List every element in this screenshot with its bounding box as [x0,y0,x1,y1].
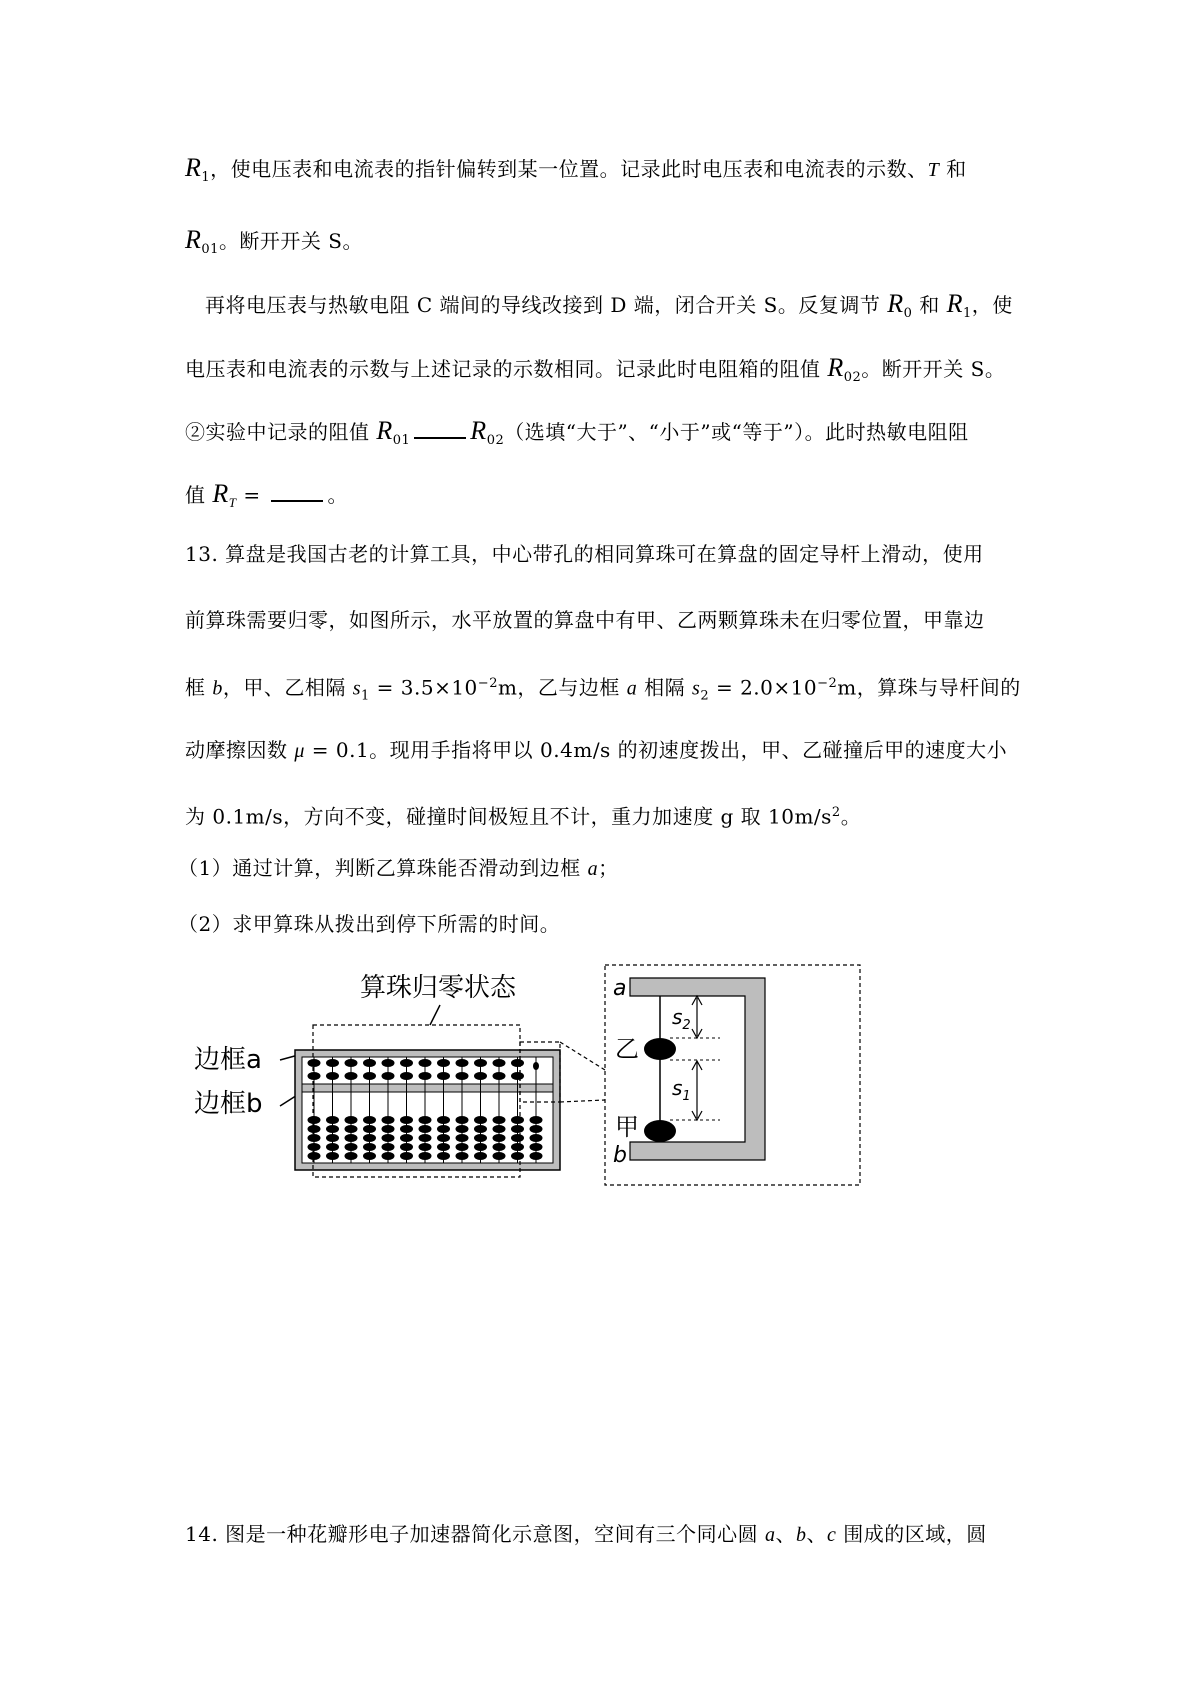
abacus-bead [308,1143,321,1151]
abacus-bead [363,1125,376,1133]
abacus-bead [308,1125,321,1133]
abacus-bead [363,1143,376,1151]
abacus-bead [437,1125,450,1133]
abacus-bead [493,1059,506,1067]
abacus-bead [363,1152,376,1160]
abacus-bead [308,1152,321,1160]
question-13-line-4: 动摩擦因数 μ = 0.1。现用手指将甲以 0.4m/s 的初速度拨出，甲、乙碰撞后甲的速度大小 [185,738,1008,762]
abacus-bead [400,1059,413,1067]
abacus-bead [363,1116,376,1124]
abacus-bead [493,1116,506,1124]
abacus-bead [326,1152,339,1160]
abacus-bead [419,1059,432,1067]
zoom-label-a: a [613,976,627,1001]
abacus-bead [456,1134,469,1142]
question-13-part-2: （2）求甲算珠从拨出到停下所需的时间。 [178,912,561,936]
abacus-bead [345,1143,358,1151]
abacus-bead [382,1116,395,1124]
abacus-bead [493,1125,506,1133]
frame-b-label: 边框b [194,1089,263,1119]
abacus-bead [382,1134,395,1142]
abacus-bead [493,1134,506,1142]
abacus-bead [382,1152,395,1160]
abacus-bead [437,1116,450,1124]
abacus-bead [456,1059,469,1067]
frame-a-label: 边框a [194,1045,262,1075]
abacus-bead [308,1134,321,1142]
abacus-bead [308,1072,321,1080]
abacus-bead [437,1059,450,1067]
abacus-bead [533,1062,539,1070]
question-14-line-1: 14. 图是一种花瓣形电子加速器简化示意图，空间有三个同心圆 a、b、c 围成的区域，圆 [185,1522,987,1546]
abacus-bead [345,1125,358,1133]
abacus-bead [345,1134,358,1142]
abacus-bead [456,1143,469,1151]
abacus-bead [437,1152,450,1160]
abacus-bead [326,1134,339,1142]
bead-yi [644,1038,676,1060]
abacus-bead [326,1116,339,1124]
text-line-1: $R_1$，使电压表和电流表的指针偏转到某一位置。记录此时电压表和电流表的示数、T 和 [185,153,967,185]
abacus-bead [511,1059,524,1067]
abacus-bead [511,1134,524,1142]
abacus-bead [474,1143,487,1151]
abacus-bead [400,1152,413,1160]
var-R: R [185,153,202,182]
abacus-bead [456,1116,469,1124]
abacus-bead [474,1072,487,1080]
bead-jia [644,1120,676,1142]
abacus-bead [382,1059,395,1067]
abacus-bead [419,1152,432,1160]
abacus-bead [456,1125,469,1133]
answer-blank[interactable] [414,419,466,439]
abacus-bead [382,1143,395,1151]
text-line-6: 值 $R_T$ = 。 [185,479,348,510]
label-s1: $s_1$ [672,1076,691,1104]
zoom-label-b: b [613,1143,627,1168]
abacus-bead [456,1072,469,1080]
abacus-bead [308,1059,321,1067]
abacus-bead [437,1072,450,1080]
abacus-bead [308,1116,321,1124]
text-line-5: ②实验中记录的阻值 $R_{01}$ $R_{02}$（选填“大于”、“小于”或“等于”）。此时热敏电阻阻 [185,416,969,448]
abacus-bead [493,1072,506,1080]
abacus-bead [474,1152,487,1160]
abacus-bead [382,1072,395,1080]
abacus-bead [530,1125,543,1133]
abacus-bead [326,1125,339,1133]
abacus-bead [400,1134,413,1142]
question-13-part-1: （1）通过计算，判断乙算珠能否滑动到边框 a； [178,856,619,880]
abacus-bead [474,1134,487,1142]
abacus-bead [511,1125,524,1133]
abacus-bead [363,1072,376,1080]
abacus-bead [400,1072,413,1080]
abacus-bead [419,1072,432,1080]
abacus-bead [382,1125,395,1133]
abacus-bead [511,1143,524,1151]
abacus-bead [530,1116,543,1124]
question-13-line-3: 框 b，甲、乙相隔 $s_1 = 3.5\times 10^{-2}m$，乙与边框 a 相隔 $s_2 = 2.0\times 10^{-2}m$，算珠与导杆间的 [185,675,1021,704]
text-line-3: 再将电压表与热敏电阻 C 端间的导线改接到 D 端，闭合开关 S。反复调节 $R_0$ 和 $R_1$，使 [205,289,1013,321]
label-yi: 乙 [615,1035,639,1063]
figure-title: 算珠归零状态 [360,973,517,1003]
abacus-bead [363,1059,376,1067]
abacus-bead [530,1152,543,1160]
abacus-bead [493,1152,506,1160]
abacus-bead [511,1116,524,1124]
abacus-bead [511,1152,524,1160]
abacus-bead [326,1072,339,1080]
question-13-line-1: 13. 算盘是我国古老的计算工具，中心带孔的相同算珠可在算盘的固定导杆上滑动，使用 [185,542,984,566]
abacus-bead [511,1072,524,1080]
abacus-bead [419,1134,432,1142]
abacus-bead [437,1134,450,1142]
text-line-4: 电压表和电流表的示数与上述记录的示数相同。记录此时电阻箱的阻值 $R_{02}$。断开开关 S。 [185,353,1006,385]
abacus-bead [345,1059,358,1067]
answer-blank[interactable] [271,482,323,502]
abacus-bead [419,1125,432,1133]
label-jia: 甲 [615,1113,639,1141]
text-line-2: $R_{01}$。断开开关 S。 [185,225,363,257]
abacus-bead [456,1152,469,1160]
abacus-bead [419,1116,432,1124]
abacus-bead [474,1125,487,1133]
question-13-line-2: 前算珠需要归零，如图所示，水平放置的算盘中有甲、乙两颗算珠未在归零位置，甲靠边 [185,608,985,632]
label-s2: $s_2$ [672,1005,691,1033]
abacus-bead [437,1143,450,1151]
abacus-bead [400,1125,413,1133]
abacus-bead [326,1059,339,1067]
abacus-bead [419,1143,432,1151]
abacus-bead [400,1143,413,1151]
abacus-bead [345,1116,358,1124]
abacus-bead [345,1072,358,1080]
question-13-line-5: 为 0.1m/s，方向不变，碰撞时间极短且不计，重力加速度 g 取 $10m/s^2$。 [185,804,862,829]
abacus-bead [530,1134,543,1142]
abacus-bead [400,1116,413,1124]
abacus-bead [493,1143,506,1151]
abacus-bead [345,1152,358,1160]
abacus-bead [326,1143,339,1151]
abacus-bead [363,1134,376,1142]
abacus-figure [190,960,870,1190]
abacus-bead [474,1059,487,1067]
abacus-bead [530,1143,543,1151]
abacus-bead [474,1116,487,1124]
